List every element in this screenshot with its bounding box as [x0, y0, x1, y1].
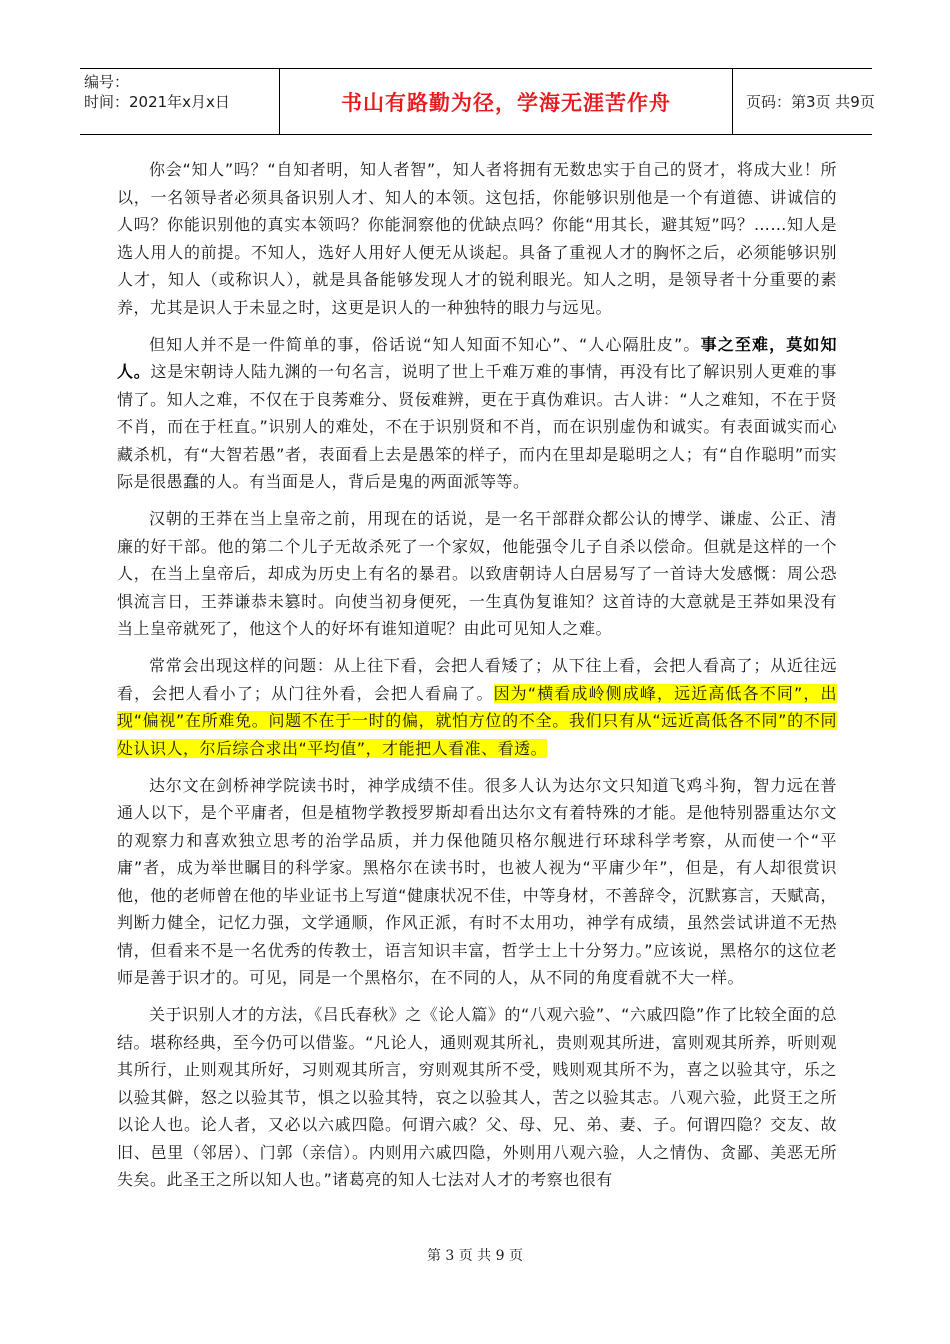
paragraph-2-quote: 事之至难，莫如知人。 [117, 334, 837, 381]
paragraph-6: 关于识别人才的方法，《吕氏春秋》之《论人篇》的“八观六验”、“六戚四隐”作了比较全面的总结。堪称经典，至今仍可以借鉴。“凡论人，通则观其所礼，贵则观其所进，富则观其所养，听则观其所行，止则观其所好，习则观其所言，穷则观其所不受，贱则观其所不为，喜之以验其守，乐之以验其僻，怒之以验其节，惧之以验其特，哀之以验其人，苦之以验其志。八观六验，此贤王之所以论人也。论人者，又必以六戚四隐。何谓六戚？父、母、兄、弟、妻、子。何谓四隐？交友、故旧、邑里（邻居）、门郭（亲信）。内则用六戚四隐，外则用八观六验，人之情伪、贪鄙、美恶无所失矣。此圣王之所以知人也。”诸葛亮的知人七法对人才的考察也很有 [117, 1005, 837, 1189]
paragraph-2 [117, 331, 837, 496]
paragraph-1: 你会“知人”吗？“自知者明，知人者智”，知人者将拥有无数忠实于自己的贤才，将成大业！所以，一名领导者必须具备识别人才、知人的本领。这包括，你能够识别他是一个有道德、讲诚信的人吗？你能识别他的真实本领吗？你能洞察他的优缺点吗？你能“用其长，避其短”吗？……知人是选人用人的前提。不知人，选好人用好人便无从谈起。具备了重视人才的胸怀之后，必须能够识别人才，知人（或称识人），就是具备能够发现人才的锐利眼光。知人之明，是领导者十分重要的素养，尤其是识人于未显之时，这更是识人的一种独特的眼力与远见。 [117, 160, 837, 317]
document-date: 时间：2021年x月x日 [84, 93, 230, 111]
document-number-label: 编号： [84, 73, 130, 91]
page-footer: 第 3 页 共 9 页 [426, 1248, 524, 1264]
paragraph-2-rest: 这是宋朝诗人陆九渊的一句名言，说明了世上千难万难的事情，再没有比了解识别人更难的事情了。知人之难，不仅在于良莠难分、贤佞难辨，更在于真伪难识。古人讲：“人之难知，不在于贤不肖，而在于枉直。”识别人的难处，不在于识别贤和不肖，而在识别虚伪和诚实。有表面诚实而心藏杀机，有“大智若愚”者，表面看上去是愚笨的样子，而内在里却是聪明之人；有“自作聪明”而实际是很愚蠢的人。有当面是人，背后是鬼的两面派等等。 [117, 362, 837, 491]
paragraph-4-highlight: 因为“横看成岭侧成峰，远近高低各不同”，出现“偏视”在所难免。问题不在于一时的偏，就怕方位的不全。我们只有从“远近高低各不同”的不同处认识人，尔后综合求出“平均值”，才能把人看准、看透。 [117, 683, 837, 758]
document-body [117, 156, 837, 1203]
header-meta [80, 69, 280, 134]
header-page-info: 页码：第3页 共9页 [746, 93, 875, 111]
paragraph-5: 达尔文在剑桥神学院读书时，神学成绩不佳。很多人认为达尔文只知道飞鸡斗狗，智力远在普通人以下，是个平庸者，但是植物学教授罗斯却看出达尔文有着特殊的才能。是他特别器重达尔文的观察力和喜欢独立思考的治学品质，并力保他随贝格尔舰进行环球科学考察，从而使一个“平庸”者，成为举世瞩目的科学家。黑格尔在读书时，也被人视为“平庸少年”，但是，有人却很赏识他，他的老师曾在他的毕业证书上写道“健康状况不佳，中等身材，不善辞令，沉默寡言，天赋高，判断力健全，记忆力强，文学通顺，作风正派，有时不太用功，神学有成绩，虽然尝试讲道不无热情，但看来不是一名优秀的传教士，语言知识丰富，哲学士上十分努力。”应该说，黑格尔的这位老师是善于识才的。可见，同是一个黑格尔，在不同的人，从不同的角度看就不大一样。 [117, 775, 837, 987]
motto-text: 书山有路勤为径，学海无涯苦作舟 [341, 90, 671, 115]
paragraph-4-intro: 常常会出现这样的问题：从上往下看，会把人看矮了；从下往上看，会把人看高了；从近往远看，会把人看小了；从门往外看，会把人看扁了。 [117, 656, 837, 703]
paragraph-2-intro: 但知人并不是一件简单的事，俗话说“知人知面不知心”、“人心隔肚皮”。 [149, 334, 701, 354]
document-header [80, 68, 875, 135]
paragraph-4 [117, 652, 837, 762]
header-motto [280, 69, 733, 134]
paragraph-3: 汉朝的王莽在当上皇帝之前，用现在的话说，是一名干部群众都公认的博学、谦虚、公正、清廉的好干部。他的第二个儿子无故杀死了一个家奴，他能强令儿子自杀以偿命。但就是这样的一个人，在当上皇帝后，却成为历史上有名的暴君。以致唐朝诗人白居易写了一首诗大发感慨：周公恐惧流言日，王莽谦恭未篡时。向使当初身便死，一生真伪复谁知？这首诗的大意就是王莽如果没有当上皇帝就死了，他这个人的好坏有谁知道呢？由此可见知人之难。 [117, 509, 837, 638]
